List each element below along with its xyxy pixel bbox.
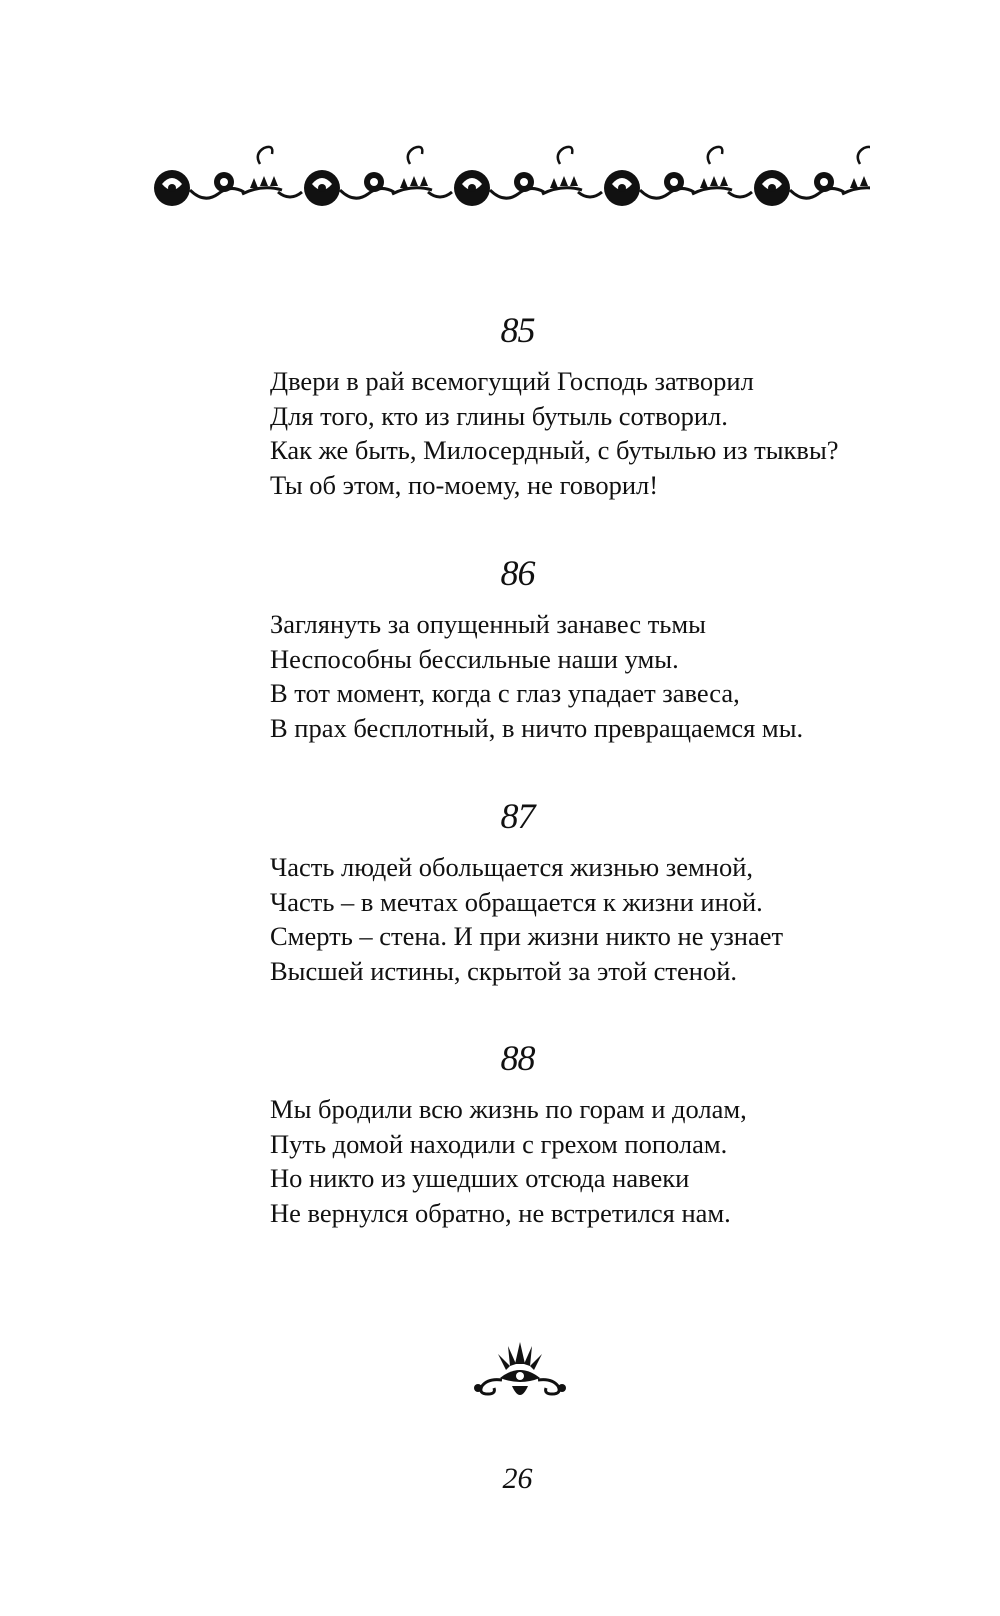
poem-line: Не вернулся обратно, не встретился нам. (270, 1197, 731, 1228)
palmette-ornament (472, 1336, 568, 1406)
poem-line: Мы бродили всю жизнь по горам и долам, (270, 1094, 747, 1124)
poem-line: Смерть – стена. И при жизни никто не узнает (270, 921, 784, 951)
poem-line: Часть – в мечтах обращается к жизни иной. (270, 886, 763, 917)
poem-lines (270, 1092, 747, 1230)
poem-line: В тот момент, когда с глаз упадает завеса, (270, 678, 740, 708)
poem-line: Заглянуть за опущенный занавес тьмы (270, 609, 706, 639)
page-number: 26 (502, 1462, 533, 1495)
poem-line: Высшей истины, скрытой за этой стеной. (270, 955, 737, 986)
poem-line: Двери в рай всемогущий Господь затворил (270, 366, 754, 396)
poem-number: 88 (500, 1038, 535, 1078)
poem-number: 87 (500, 796, 535, 836)
poem-line: Часть людей обольщается жизнью земной, (270, 852, 754, 882)
poem-line: Но никто из ушедших отсюда навеки (270, 1163, 690, 1193)
poem-lines (270, 850, 783, 988)
poem-lines (270, 364, 839, 502)
poem-line: Как же быть, Милосердный, с бутылью из тыквы? (270, 435, 839, 465)
poem-line: Для того, кто из глины бутыль сотворил. (270, 400, 728, 431)
poem-lines (270, 607, 803, 745)
poem-line: В прах бесплотный, в ничто превращаемся мы. (270, 712, 804, 743)
poem-number: 85 (500, 310, 535, 350)
poem-line: Неспособны бессильные наши умы. (270, 643, 679, 674)
poem-line: Путь домой находили с грехом пополам. (270, 1128, 728, 1159)
poem-number: 86 (500, 553, 535, 593)
poem-line: Ты об этом, по-моему, не говорил! (270, 469, 659, 500)
scroll-vine-border-ornament (150, 140, 870, 222)
